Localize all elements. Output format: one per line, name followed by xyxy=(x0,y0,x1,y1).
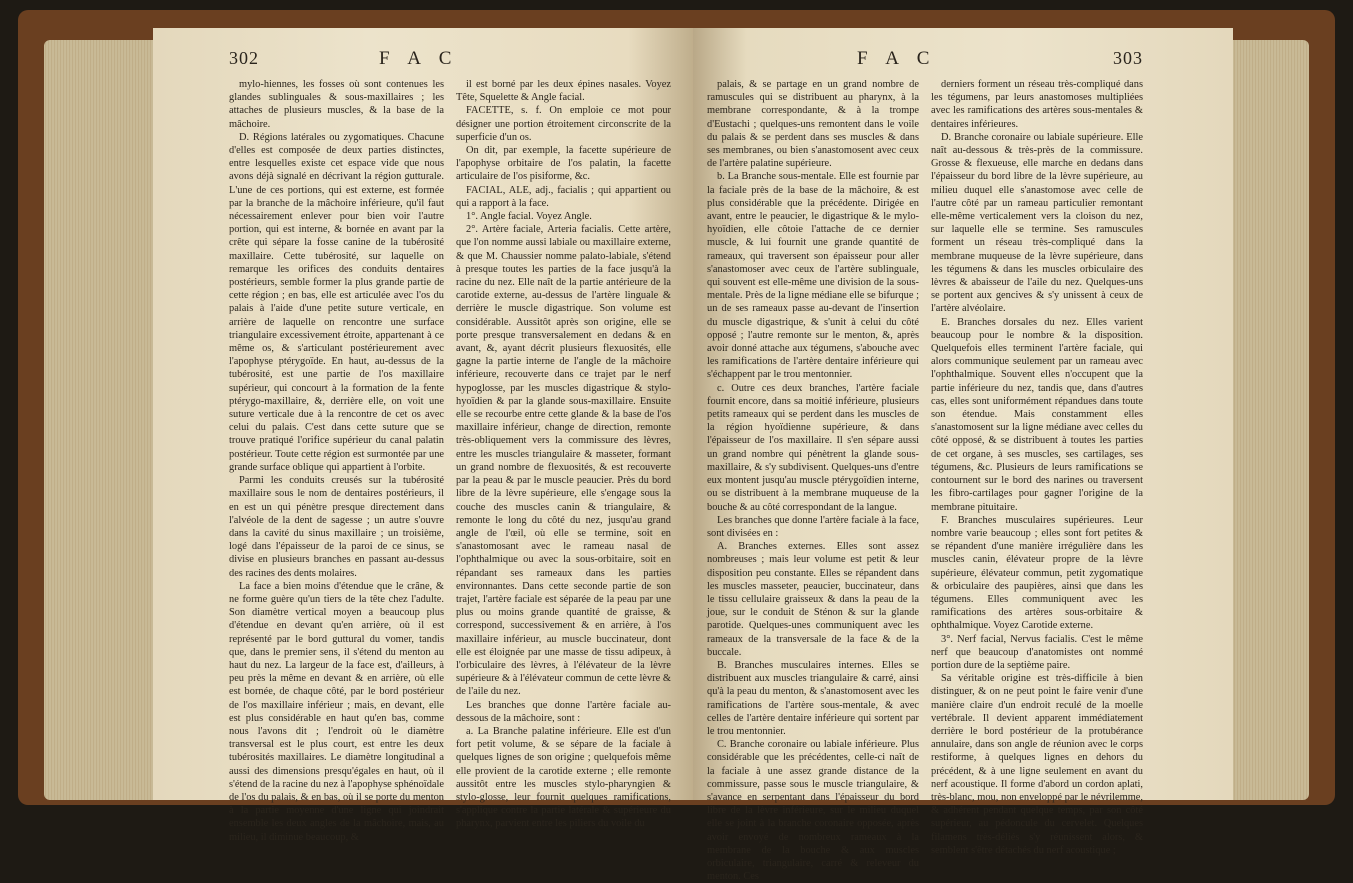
left-page xyxy=(153,28,693,843)
paragraph: palais, & se partage en un grand nombre de ramuscules qui se distribuent au pharynx, à la membrane correspondante, & à la trompe d'Eustachi ; quelques-uns remontent dans le voile du palais & se perdent dans ses muscles & dans ses membranes, ou bien s'anastomosent avec ceux de l'artère palatine supérieure. xyxy=(707,79,919,170)
paragraph: La face a bien moins d'étendue que le crâne, & ne forme guère qu'un tiers de la tête chez l'adulte. Son diamètre vertical moyen a beaucoup plus d'étendue en devant qu'en arrière, où il est représenté par le bord guttural du vomer, tandis que, dans le premier sens, il s'étend du menton au haut du nez. La largeur de la face est, d'ailleurs, à peu près la même en devant & en arrière, où elle est bornée, de chaque côté, par le bord postérieur de l'os maxillaire inférieur ; mais, en devant, elle est plus considérable en haut qu'en bas, comme nous l'avons dit ; l'endroit où le diamètre transversal est le plus court, est entre les deux tubérosités maxillaires. Le diamètre longitudinal a aussi des dimensions presqu'égales en haut, où il s'étend de la racine du nez à l'apophyse sphénoïdale de l'os du palais, & en bas, où il se porte du menton à la partie moyenne d'une ligne qui joindrait ensemble les deux angles de la mâchoire, mais, au milieu, il diminue beaucoup, & xyxy=(229,580,444,843)
book xyxy=(18,10,1335,883)
paragraph: On dit, par exemple, la facette supérieure de l'apophyse orbitaire de l'os palatin, la facette articulaire de l'os pisiforme, &c. xyxy=(456,145,671,183)
paragraph: B. Branches musculaires internes. Elles se distribuent aux muscles triangulaire & carré, ainsi qu'à la peau du menton, & s'anastomosent avec les ramifications de l'artère sous-mentale, & avec celles de l'artère dentaire inférieure qui sortent par le trou mentonnier. xyxy=(707,659,919,737)
paragraph: c. Outre ces deux branches, l'artère faciale fournit encore, dans sa moitié inférieure, plusieurs petits rameaux qui se perdent dans les muscles de la région hyoïdienne supérieure, & dans l'épaisseur de l'os maxillaire. Il s'en sépare aussi un grand nombre qui pénètrent la glande sous-maxillaire, & s'y subdivisent. Quelques-uns d'entre eux montent jusqu'au muscle ptérygoïdien interne, ou se distribuent à la membrane muqueuse de la bouche & au côté correspondant de la langue. xyxy=(707,382,919,513)
paragraph: FACETTE, s. f. On emploie ce mot pour désigner une portion étroitement circonscrite de la superficie d'un os. xyxy=(456,105,671,143)
right-page-header xyxy=(707,48,1143,78)
paragraph: D. Branche coronaire ou labiale supérieure. Elle naît au-dessous & très-près de la commissure. Grosse & flexueuse, elle marche en dedans dans l'épaisseur du bord libre de la lèvre supérieure, au milieu duquel elle s'anastomose avec celle de l'autre côté par un rameau particulier remontant elle-même verticalement vers la cloison du nez, sur laquelle elle se termine. Ses ramuscules forment un réseau très-compliqué dans la membrane muqueuse de la lèvre supérieure, dans les tégumens & dans les muscles orbiculaire des lèvres & abaisseur de l'aile du nez. Quelques-uns se portent aux gencives & s'y unissent à ceux de l'artère alvéolaire. xyxy=(931,131,1143,315)
paragraph: 1°. Angle facial. Voyez Angle. xyxy=(466,211,592,223)
paragraph: C. Branche coronaire ou labiale inférieure. Plus considérable que les précédentes, celle-ci naît de la faciale à une assez grande distance de la commissure, passe sous le muscle triangulaire, & s'avance en serpentant dans l'épaisseur du bord libre de la lèvre inférieure, sur le milieu duquel elle se joint à la branche coronaire opposée, après avoir envoyé de nombreux rameaux à la membrane de la bouche & aux muscles orbiculaire, triangulaire, carré & releveur du menton. Ces xyxy=(707,739,919,883)
running-head: F A C xyxy=(379,48,459,69)
paragraph: mylo-hiennes, les fosses où sont contenues les glandes sublinguales & sous-maxillaires ; les attaches de plusieurs muscles, & la base de la mâchoire. xyxy=(229,79,444,130)
paragraph: E. Branches dorsales du nez. Elles varient beaucoup pour le nombre & la disposition. Quelquefois elles terminent l'artère faciale, qui alors communique seulement par un rameau avec l'ophthalmique. Souvent elles n'occupent que la partie inférieure du nez, tandis que, dans d'autres cas, elles sont uniformément répandues dans toute son étendue. Mais constamment elles s'anastomosent sur la ligne médiane avec celles du côté opposé, & se distribuent à toutes les parties de cet organe, à ses muscles, ses cartilages, ses tégumens, &c. Plusieurs de leurs ramifications se contournent sur le bord des narines ou traversent les fibro-cartilages pour gagner l'origine de la membrane pituitaire. xyxy=(931,316,1143,513)
paragraph: FACIAL, ALE, adj., facialis ; qui appartient ou qui a rapport à la face. xyxy=(456,184,671,209)
text-column xyxy=(456,78,671,830)
paragraph: D. Régions latérales ou zygomatiques. Chacune d'elles est composée de deux parties distinctes, entre lesquelles existe cet espace vide que nous avons déjà signalé en décrivant la région gutturale. L'une de ces portions, qui est externe, est formée par la branche de la mâchoire inférieure, qu'il faut nécessairement enlever pour bien voir l'autre portion, qui est interne, & bornée en avant par la crête qui sépare la fosse canine de la tubérosité maxillaire. Cette tubérosité, sur laquelle on remarque les orifices des conduits dentaires postérieurs, semble former la plus grande partie de cette région ; en bas, elle est articulée avec l'os du palais à l'aide d'une petite suture verticale, en arrière de laquelle on rencontre une surface triangulaire excessivement étroite, appartenant à ce même os, & s'articulant postérieurement avec l'apophyse ptérygoïde. En haut, au-dessus de la tubérosité, est une partie de l'os maxillaire supérieur, qui concourt à la formation de la fente ptérygo-maxillaire, &, derrière elle, on voit une suture verticale due à la rencontre de cet os avec celui du palais. C'est dans cette suture que se trouve pratiqué l'orifice supérieur du canal palatin postérieur. Toute cette région est surmontée par une grande surface oblique qui appartient à l'orbite. xyxy=(229,131,444,473)
right-page xyxy=(693,28,1233,883)
text-column xyxy=(931,78,1143,856)
paragraph: 2°. Artère faciale, Arteria facialis. Cette artère, que l'on nomme aussi labiale ou maxillaire externe, & que M. Chaussier nomme palato-labiale, s'étend à presque toutes les parties de la face jusqu'à la racine du nez. Elle naît de la partie antérieure de la carotide externe, au-dessus de l'artère linguale & derrière le muscle digastrique. Son volume est considérable. Aussitôt après son origine, elle se porte presque transversalement en dedans & en avant, &, ayant décrit plusieurs flexuosités, elle gagne la partie interne de l'angle de la mâchoire inférieure, recouverte dans ce trajet par le nerf hypoglosse, par les muscles digastrique & stylo-hyoïdien & par la glande sous-maxillaire. Ensuite elle se recourbe entre cette glande & la base de l'os maxillaire inférieur, change de direction, remonte très-obliquement vers la commissure des lèvres, entre les muscles triangulaire & masseter, formant un grand nombre de flexuosités, & est recouverte par la peau & par le muscle peaucier. Près du bord libre de la lèvre supérieure, elle s'engage sous la couche des muscles canin & triangulaire, & remonte le long du côté du nez, jusqu'au grand angle de l'œil, où elle se termine, soit en s'anastomosant avec le rameau nasal de l'ophthalmique ou avec la sous-orbitaire, soit en répandant ses rameaux dans les parties environnantes. Dans cette seconde partie de son trajet, l'artère faciale est séparée de la peau par une plus ou moins grande quantité de graisse, & correspond, successivement & en arrière, à l'os maxillaire inférieur, au muscle buccinateur, dont elle est éloignée par une masse de tissu adipeux, à l'orbiculaire des lèvres, à l'élévateur de la lèvre supérieure & à l'élévateur commun de cette lèvre & de l'aile du nez. xyxy=(456,224,671,698)
paragraph: derniers forment un réseau très-compliqué dans les tégumens, par leurs anastomoses multipliées avec les ramifications des artères sous-mentales & dentaires inférieures. xyxy=(931,79,1143,130)
page-number: 303 xyxy=(1113,48,1143,68)
paragraph: Les branches que donne l'artère faciale au-dessous de la mâchoire, sont : xyxy=(456,699,671,724)
paragraph: b. La Branche sous-mentale. Elle est fournie par la faciale près de la base de la mâchoire, & est plus considérable que la précédente. Dirigée en avant, entre le peaucier, le digastrique & le mylo-hyoïdien, elle côtoie l'attache de ce dernier muscle, & lui fournit une grande quantité de rameaux, qui traversent son épaisseur pour aller s'anastomoser avec ceux de l'artère sublinguale, qui souvent est elle-même une division de la sous-mentale. Près de la ligne médiane elle se bifurque ; un de ses rameaux passe au-devant de l'insertion du muscle digastrique, & s'unit à celui du côté opposé ; l'autre remonte sur le menton, &, après avoir donné attache aux tégumens, s'abouche avec les ramifications de l'artère dentaire inférieure qui s'échappent par le trou mentonnier. xyxy=(707,171,919,381)
paragraph: F. Branches musculaires supérieures. Leur nombre varie beaucoup ; elles sont fort petites & se répandent d'une manière irrégulière dans les muscles canin, élévateur propre de la lèvre supérieure, élévateur commun, petit zygomatique & orbiculaire des paupières, ainsi que dans les tégumens. Elles communiquent avec les ramifications des artères sous-orbitaire & ophthalmique. Voyez Carotide externe. xyxy=(931,514,1143,632)
page-number: 302 xyxy=(229,48,259,68)
running-head: F A C xyxy=(857,48,937,69)
paragraph: A. Branches externes. Elles sont assez nombreuses ; mais leur volume est petit & leur disposition peu constante. Elles se répandent dans les muscles masseter, peaucier, buccinateur, dans le tissu cellulaire graisseux & dans la peau de la joue, sur le conduit de Sténon & sur la glande parotide. Quelques-unes communiquent avec les rameaux de la transversale de la face & de la buccale. xyxy=(707,541,919,658)
paragraph: a. La Branche palatine inférieure. Elle est d'un fort petit volume, & se sépare de la faciale à quelques lignes de son origine ; quelquefois même elle provient de la carotide externe ; elle remonte aussitôt entre les muscles stylo-pharyngien & stylo-glosse, leur fournit quelques ramifications, s'applique contre la partie latérale & supérieure du pharynx, parvient entre les piliers du voile du xyxy=(456,725,671,830)
paragraph: Les branches que donne l'artère faciale à la face, sont divisées en : xyxy=(707,514,919,539)
left-page-header xyxy=(229,48,671,78)
paragraph: 3°. Nerf facial, Nervus facialis. C'est le même nerf que beaucoup d'anatomistes ont nommé portion dure de la septième paire. xyxy=(931,633,1143,671)
text-column xyxy=(229,78,444,843)
paragraph: il est borné par les deux épines nasales. Voyez Tête, Squelette & Angle facial. xyxy=(456,79,671,104)
text-column xyxy=(707,78,919,883)
paragraph: Sa véritable origine est très-difficile à bien distinguer, & on ne peut point le faire venir d'une manière claire d'un endroit reculé de la moelle vertébrale. Il devient apparent immédiatement derrière le bord postérieur de la protubérance annulaire, dans son angle de réunion avec le corps restiforme, à quelques lignes en dehors du précédent, & à une ligne seulement en avant du nerf acoustique. Il forme d'abord un cordon aplati, très-blanc, mou, non enveloppé par le névrilemme, & adhérent pendant quelque temps, par son côté supérieur, au pédoncule du cervelet. Quelques filamens très-déliés s'y réunissent alors, & semblent s'être détachés du nerf acoustique ; xyxy=(931,673,1143,856)
paragraph: Parmi les conduits creusés sur la tubérosité maxillaire sous le nom de dentaires postérieurs, il en est un qui pénètre presque directement dans l'alvéole de la dent de sagesse ; un autre s'ouvre dans la cavité du sinus maxillaire ; un troisième, logé dans l'épaisseur de la paroi de ce sinus, se divise en plusieurs branches en passant au-dessus des racines des dents molaires. xyxy=(229,475,444,579)
